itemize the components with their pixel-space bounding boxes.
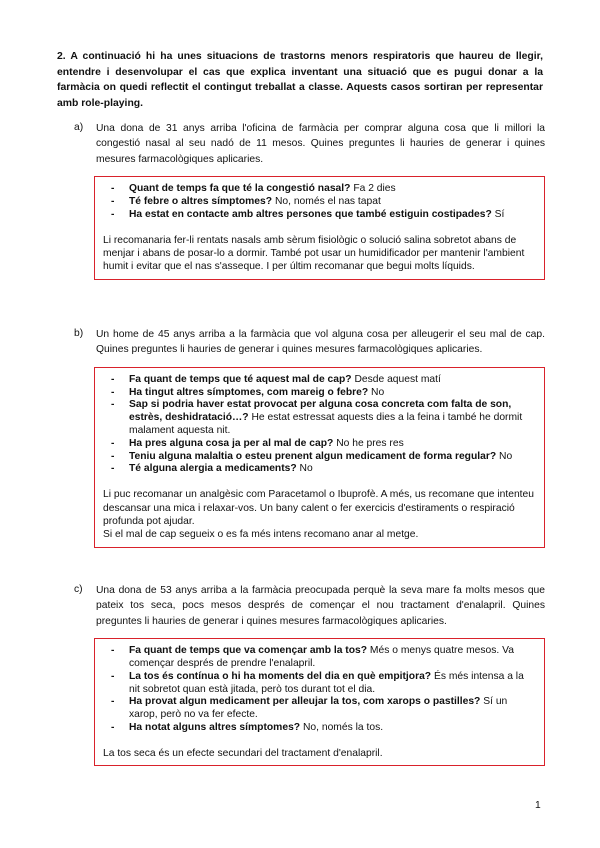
- question-item: - Té alguna alergia a medicaments? No: [111, 463, 313, 475]
- case-letter: b): [74, 328, 84, 339]
- question-text: Fa quant de temps que té aquest mal de cap?: [129, 373, 352, 385]
- question-list: [103, 374, 536, 476]
- case-statement: [70, 583, 545, 629]
- question-text: Ha tingut altres símptomes, com mareig o febre?: [129, 386, 369, 398]
- answer-text: No, només la tos.: [302, 722, 384, 733]
- question-text: La tos és contínua o hi ha moments del dia en què empitjora?: [129, 670, 432, 682]
- question-item: - Té febre o altres símptomes? No, només el nas tapat: [111, 196, 381, 208]
- question-item: - Ha pres alguna cosa ja per al mal de cap? No he pres res: [111, 437, 404, 449]
- case-statement: [70, 327, 545, 358]
- question-text: Té alguna alergia a medicaments?: [129, 463, 297, 475]
- case-letter: c): [74, 584, 83, 595]
- question-text: Teniu alguna malaltia o esteu prenent algun medicament de forma regular?: [129, 450, 497, 462]
- page-number: 1: [535, 800, 541, 811]
- answer-text: No: [299, 463, 313, 475]
- case-letter: a): [74, 122, 84, 133]
- case-text: Una dona de 53 anys arriba a la farmàcia preocupada perquè la seva mare fa molts mesos que pateix tos seca, pocs mesos després de començar el nou tractament d'enalapril. Quines preguntes li hauries de generar i quines mesures farmacològiques aplicaries.: [96, 585, 545, 627]
- question-text: Ha pres alguna cosa ja per al mal de cap?: [129, 437, 334, 449]
- question-item: - Ha tingut altres símptomes, com mareig o febre? No: [111, 386, 385, 398]
- exercise-intro: 2. A continuació hi ha unes situacions de trastorns menors respiratoris que haureu de llegir, entendre i desenvolupar el cas que explica inventant una situació que es pugui donar a la farmàcia on quedi reflectit el contingut treballat a classe. Aquests casos sortiran per representar amb role-playing.: [57, 51, 543, 109]
- question-text: Sap si podria haver estat provocat per alguna cosa concreta com falta de son, estrès, deshidratació…?: [129, 399, 512, 424]
- question-item: - Ha notat alguns altres símptomes? No, només la tos.: [111, 722, 384, 733]
- recommendation-text: La tos seca és un efecte secundari del tractament d'enalapril.: [103, 747, 383, 759]
- answer-text: No: [371, 386, 385, 398]
- question-item: - Sap si podria haver estat provocat per alguna cosa concreta com falta de son, estrès, deshidratació…? He estat estressat aquests dies a la feina i també he dormit malament aquesta nit.: [111, 399, 523, 436]
- recommendation-text: Si el mal de cap segueix o es fa més intens recomano anar al metge.: [103, 529, 419, 541]
- question-text: Ha provat algun medicament per alleujar la tos, com xarops o pastilles?: [129, 696, 481, 708]
- question-item: - Fa quant de temps que té aquest mal de cap? Desde aquest matí: [111, 373, 441, 385]
- question-item: - Ha estat en contacte amb altres persones que també estiguin costipades? Sí: [111, 208, 505, 220]
- recommendation-text: Li puc recomanar un analgèsic com Paracetamol o Ibuprofè. A més, us recomane que intenteu descansar una mica i relaxar-vos. Un bany calent o fer exercicis d'estiraments o respiració profunda pot ajudar.: [103, 489, 535, 527]
- answer-text: No he pres res: [336, 437, 404, 449]
- question-item: - Quant de temps fa que té la congestió nasal? Fa 2 dies: [111, 183, 396, 195]
- question-item: - Fa quant de temps que va començar amb la tos? Més o menys quatre mesos. Va començar després de prendre l'enalapril.: [111, 645, 514, 670]
- answer-text: Desde aquest matí: [354, 373, 441, 385]
- question-text: Fa quant de temps que va començar amb la tos?: [129, 645, 368, 657]
- question-item: - La tos és contínua o hi ha moments del dia en què empitjora? És més intensa a la nit sobretot quan està jitada, però tos durant tot el dia.: [111, 670, 524, 695]
- case-text: Un home de 45 anys arriba a la farmàcia que vol alguna cosa per alleugerir el seu mal de cap. Quines preguntes li hauries de generar i quines mesures farmacològiques aplicaries.: [96, 329, 545, 356]
- answer-text: Fa 2 dies: [353, 183, 396, 195]
- answer-box: [94, 176, 545, 280]
- case-statement: [70, 121, 545, 167]
- answer-box: [94, 638, 545, 766]
- question-list: [103, 645, 536, 735]
- case-b: [70, 327, 545, 548]
- answer-text: Més o menys quatre mesos. Va començar després de prendre l'enalapril.: [129, 645, 514, 670]
- answer-text: He estat estressat aquests dies a la feina i també he dormit malament aquesta nit.: [129, 412, 523, 436]
- question-item: - Teniu alguna malaltia o esteu prenent algun medicament de forma regular? No: [111, 450, 513, 462]
- answer-text: Sí: [494, 208, 505, 220]
- recommendation-text: Li recomanaria fer-li rentats nasals amb sèrum fisiològic o solució salina sobretot abans de menjar i abans de posar-lo a dormir. També pot usar un humidificador per mantenir l'ambient humit i evitar que el nas s'asseque. I per últim recomanar que begui molts líquids.: [103, 234, 525, 273]
- case-a: [70, 121, 545, 280]
- question-text: Quant de temps fa que té la congestió nasal?: [129, 183, 351, 195]
- case-text: Una dona de 31 anys arriba l'oficina de farmàcia per comprar alguna cosa que li millori la congestió nasal al seu nadó de 11 mesos. Quines preguntes li hauries de generar i quines mesures farmacològiques aplicaries.: [96, 123, 545, 165]
- question-item: - Ha provat algun medicament per alleujar la tos, com xarops o pastilles? Sí un xarop, però no va fer efecte.: [111, 696, 508, 721]
- answer-box: [94, 367, 545, 548]
- answer-text: No, només el nas tapat: [274, 196, 381, 208]
- answer-text: No: [499, 450, 513, 462]
- answer-text: Sí un xarop, però no va fer efecte.: [129, 696, 508, 721]
- question-text: Ha notat alguns altres símptomes?: [129, 722, 301, 733]
- question-text: Té febre o altres símptomes?: [129, 196, 273, 208]
- case-c: [70, 583, 545, 766]
- question-list: [103, 183, 536, 221]
- answer-text: És més intensa a la nit sobretot quan està jitada, però tos durant tot el dia.: [129, 670, 524, 695]
- question-text: Ha estat en contacte amb altres persones que també estiguin costipades?: [129, 208, 492, 220]
